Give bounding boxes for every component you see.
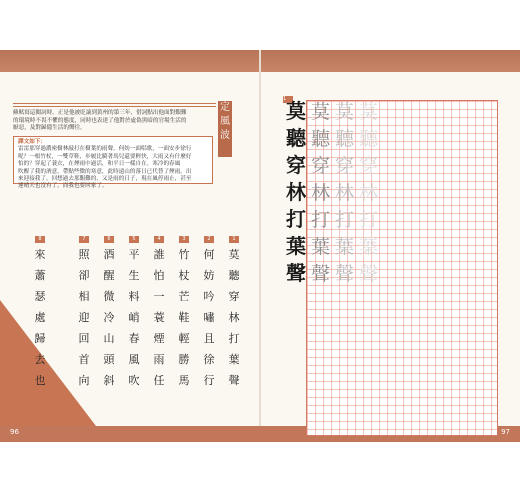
calligraphy-char: 向 <box>78 374 90 387</box>
intro-line: 的環境時不畏不懼的態度，同時也表達了他對於虛偽黑暗的官場生活的 <box>13 117 187 124</box>
trace-char: 打 <box>311 209 336 231</box>
trace-char: 莫 <box>335 101 360 123</box>
calligraphy-char: 莫 <box>228 248 240 261</box>
calligraphy-char: 煙 <box>153 332 165 345</box>
column-number: 8 <box>35 236 45 243</box>
model-char: 打 <box>286 207 306 231</box>
calligraphy-char: 誰 <box>153 248 165 261</box>
calligraphy-char: 輕 <box>178 332 190 345</box>
calligraphy-char: 何 <box>203 248 215 261</box>
translation-line: 呢？一根竹杖，一雙草鞋，步履比騎著馬兒還要輕快，大雨又有什麼好 <box>18 153 192 160</box>
calligraphy-char: 頭 <box>103 353 115 366</box>
trace-char: 穿 <box>311 155 336 177</box>
trace-char: 葉 <box>311 236 336 258</box>
text-column <box>30 225 50 391</box>
calligraphy-char: 瑟 <box>34 290 46 303</box>
calligraphy-char: 馬 <box>178 374 190 387</box>
calligraphy-char: 料 <box>128 290 140 303</box>
calligraphy-char: 去 <box>34 353 46 366</box>
calligraphy-char: 雨 <box>153 353 165 366</box>
calligraphy-char: 一 <box>153 290 165 303</box>
calligraphy-char: 嘯 <box>203 311 215 324</box>
trace-char: 莫 <box>311 101 336 123</box>
tracing-row <box>311 155 383 177</box>
calligraphy-char: 回 <box>78 332 90 345</box>
calligraphy-char: 妨 <box>203 269 215 282</box>
calligraphy-char: 山 <box>103 332 115 345</box>
model-char: 聽 <box>286 126 306 150</box>
tracing-row <box>311 263 383 285</box>
calligraphy-char: 相 <box>78 290 90 303</box>
column-number: 7 <box>79 236 89 243</box>
calligraphy-char: 徐 <box>203 353 215 366</box>
translation-box <box>13 136 213 190</box>
trace-char: 聽 <box>311 128 336 150</box>
calligraphy-char: 杖 <box>178 269 190 282</box>
calligraphy-char: 且 <box>203 332 215 345</box>
text-column <box>74 225 94 391</box>
calligraphy-char: 吟 <box>203 290 215 303</box>
intro-text <box>13 110 213 133</box>
trace-char: 聽 <box>335 128 360 150</box>
calligraphy-char: 生 <box>128 269 140 282</box>
calligraphy-char: 怕 <box>153 269 165 282</box>
calligraphy-char: 平 <box>128 248 140 261</box>
calligraphy-char: 林 <box>228 311 240 324</box>
trace-char: 聲 <box>311 263 336 285</box>
calligraphy-char: 竹 <box>178 248 190 261</box>
calligraphy-char: 行 <box>203 374 215 387</box>
calligraphy-char: 迎 <box>78 311 90 324</box>
calligraphy-char: 鞋 <box>178 311 190 324</box>
calligraphy-char: 勝 <box>178 353 190 366</box>
calligraphy-char: 穿 <box>228 290 240 303</box>
calligraphy-char: 處 <box>34 311 46 324</box>
calligraphy-char: 吹 <box>128 374 140 387</box>
trace-char: 林 <box>359 182 384 204</box>
calligraphy-char: 蓑 <box>153 311 165 324</box>
calligraphy-char: 微 <box>103 290 115 303</box>
text-column <box>99 225 119 391</box>
calligraphy-char: 任 <box>153 374 165 387</box>
text-column <box>124 225 144 391</box>
calligraphy-char: 春 <box>128 332 140 345</box>
calligraphy-char: 風 <box>128 353 140 366</box>
intro-line: 厭惡，及對歸隱生活的嚮往。 <box>13 125 86 132</box>
text-column <box>224 225 244 391</box>
translation-line: 雷雷那穿過濃密樹林敲打在樹葉的雨聲，何妨一面唱歌，一面安步徐行 <box>18 146 192 153</box>
trace-char: 聲 <box>335 263 360 285</box>
tracing-row <box>311 101 383 123</box>
trace-char: 聲 <box>359 263 384 285</box>
translation-line: 吹醒了我的酒意，帶點些微的寒意，此時遠山的落日已代替了煙雨。出 <box>18 168 192 175</box>
trace-char: 穿 <box>359 155 384 177</box>
intro-line: 蘇軾寫這闋詞時，正是他被貶謫到黃州的第三年，借詞點出他面對艱難 <box>13 110 187 116</box>
calligraphy-char: 峭 <box>128 311 140 324</box>
tracing-row <box>311 209 383 231</box>
calligraphy-char: 酒 <box>103 248 115 261</box>
trace-char: 莫 <box>359 101 384 123</box>
translation-line: 怕的？穿起了蓑衣，在煙雨中過活，和平日一樣自在。寒冷的春風 <box>18 161 181 168</box>
tracing-row <box>311 182 383 204</box>
calligraphy-char: 卻 <box>78 269 90 282</box>
practice-number: 1 <box>283 96 293 103</box>
rule-line <box>13 106 216 107</box>
column-number: 3 <box>179 236 189 243</box>
calligraphy-char: 葉 <box>228 353 240 366</box>
trace-char: 聽 <box>359 128 384 150</box>
trace-char: 林 <box>335 182 360 204</box>
calligraphy-char: 聲 <box>228 374 240 387</box>
tracing-row <box>311 236 383 258</box>
calligraphy-char: 來 <box>34 248 46 261</box>
calligraphy-char: 首 <box>78 353 90 366</box>
text-column <box>199 225 219 391</box>
trace-char: 林 <box>311 182 336 204</box>
calligraphy-char: 蕭 <box>34 269 46 282</box>
text-column <box>174 225 194 391</box>
calligraphy-char: 斜 <box>103 374 115 387</box>
translation-label: 譯文如下： <box>18 139 46 145</box>
column-number: 5 <box>129 236 139 243</box>
text-column <box>149 225 169 391</box>
calligraphy-char: 芒 <box>178 290 190 303</box>
left-page-number: 96 <box>10 428 19 436</box>
model-char: 莫 <box>286 99 306 123</box>
trace-char: 葉 <box>359 236 384 258</box>
trace-char: 打 <box>359 209 384 231</box>
calligraphy-char: 打 <box>228 332 240 345</box>
poem-title <box>218 101 232 157</box>
model-char: 林 <box>286 180 306 204</box>
translation-line: 連晴天也沒有了，而我也要回家了。 <box>18 183 108 190</box>
page-fold <box>259 50 261 442</box>
calligraphy-char: 聽 <box>228 269 240 282</box>
translation-line: 來迎接我了。回想過去那艱難的，又是雨的日子，現在風停雨止，甚至 <box>18 176 192 183</box>
trace-char: 打 <box>335 209 360 231</box>
calligraphy-char: 冷 <box>103 311 115 324</box>
model-char: 葉 <box>286 234 306 258</box>
right-page-number: 97 <box>501 428 510 436</box>
calligraphy-char: 照 <box>78 248 90 261</box>
calligraphy-char: 也 <box>34 374 46 387</box>
model-char: 穿 <box>286 153 306 177</box>
model-char: 聲 <box>286 261 306 285</box>
trace-char: 穿 <box>335 155 360 177</box>
calligraphy-char: 歸 <box>34 332 46 345</box>
column-number: 1 <box>229 236 239 243</box>
tracing-row <box>311 128 383 150</box>
column-number: 4 <box>154 236 164 243</box>
trace-char: 葉 <box>335 236 360 258</box>
title-char: 定 <box>220 102 230 113</box>
column-number: 6 <box>104 236 114 243</box>
title-char: 波 <box>220 130 230 141</box>
model-column <box>284 98 308 287</box>
rule-line <box>13 103 216 104</box>
calligraphy-char: 醒 <box>103 269 115 282</box>
title-char: 風 <box>220 116 230 127</box>
column-number: 2 <box>204 236 214 243</box>
